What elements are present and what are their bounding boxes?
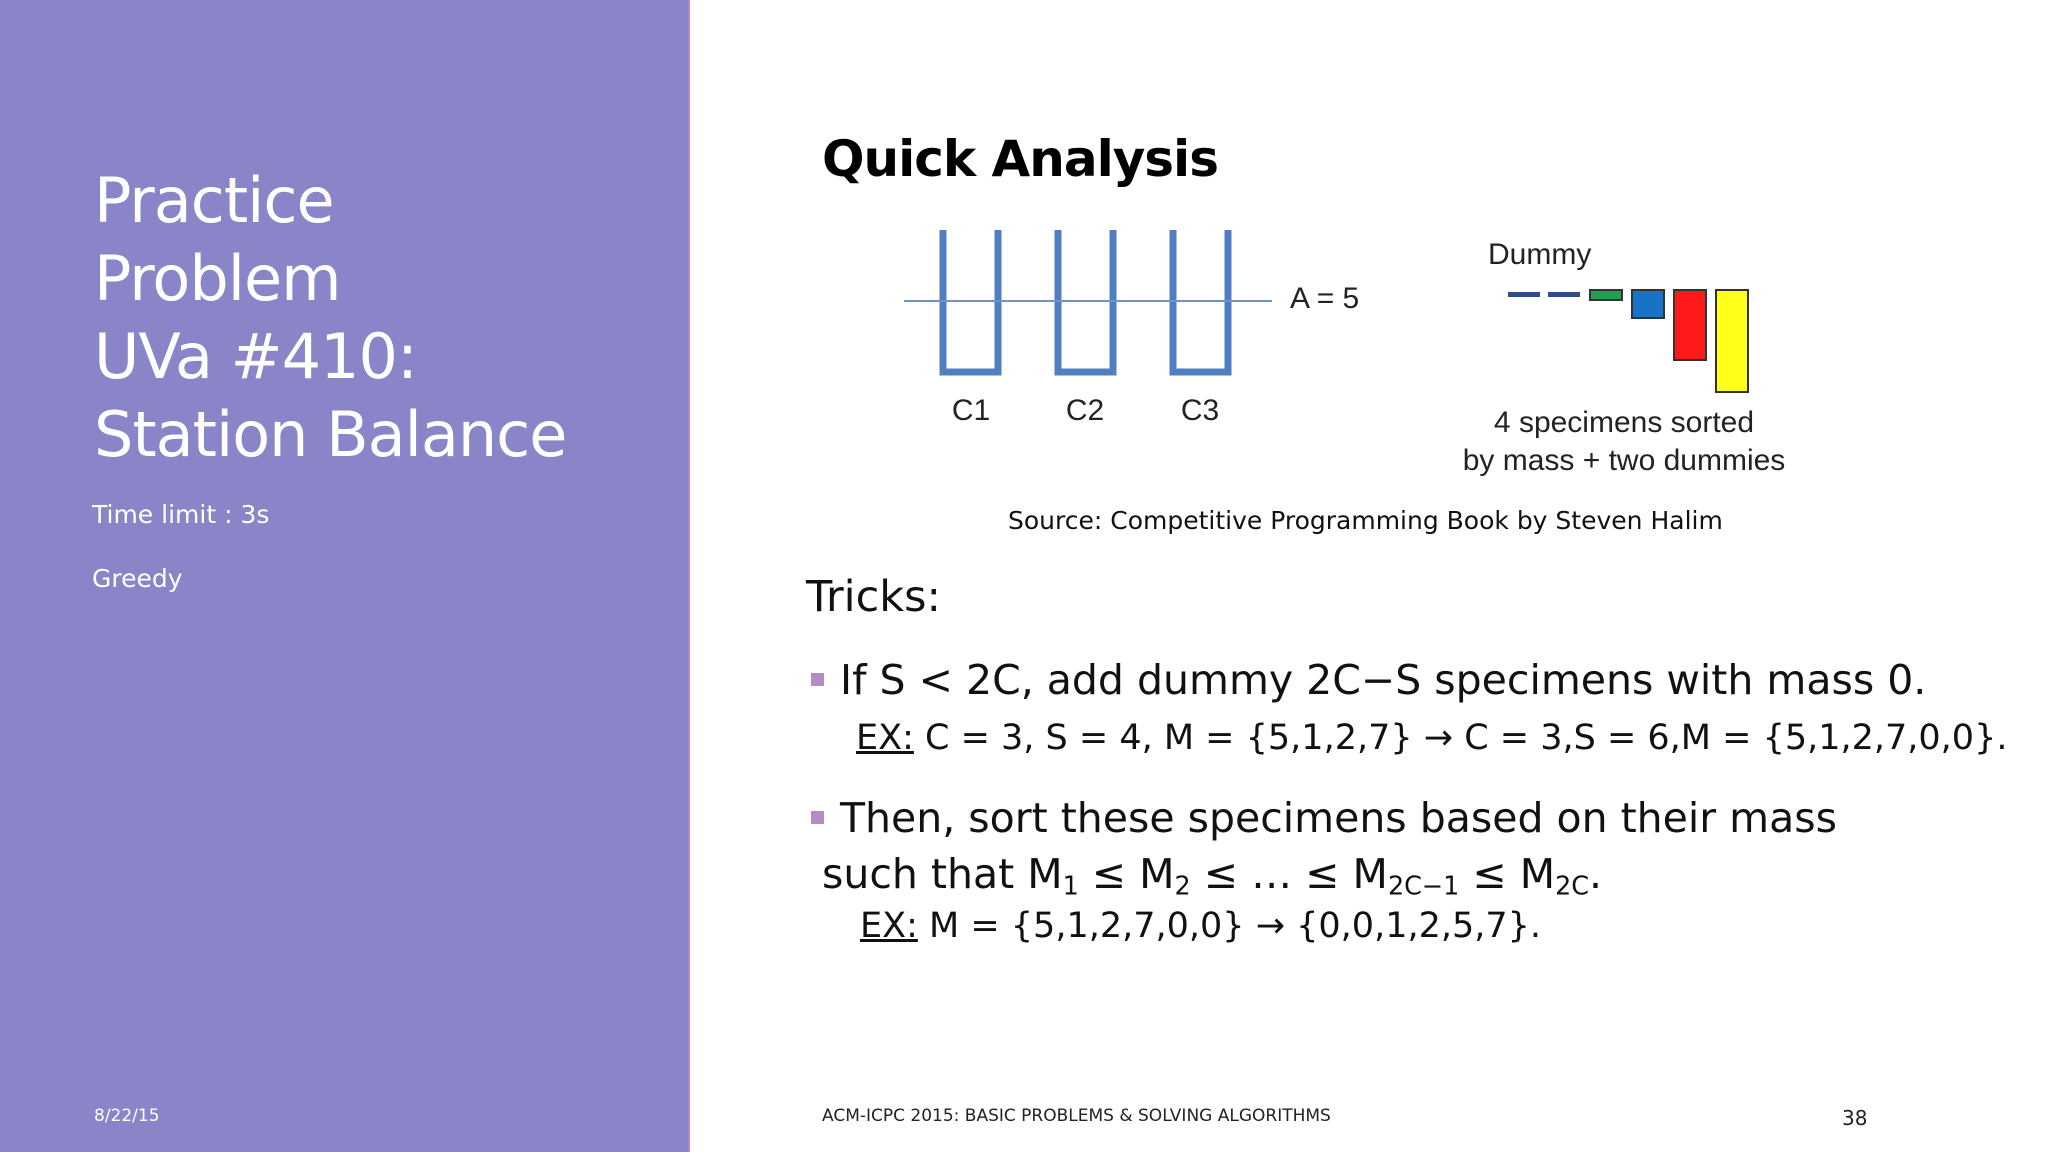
bullet-1-ex-label: EX:	[856, 718, 914, 758]
title-line-2: Problem	[94, 242, 341, 315]
slide-heading: Quick Analysis	[822, 130, 1218, 188]
specimen-block	[1674, 290, 1706, 360]
bullet-marker-1	[811, 673, 824, 686]
chamber-label-c1: C1	[951, 394, 991, 427]
bullet-1-example	[856, 718, 2007, 758]
tricks-label: Tricks:	[806, 572, 942, 622]
title-line-3: UVa #410:	[94, 320, 417, 393]
bullet-marker-2	[811, 811, 824, 824]
category-label: Greedy	[92, 564, 183, 593]
station-balance-diagram	[890, 210, 1890, 490]
title-panel	[0, 0, 688, 1152]
bullet-1-text: If S < 2C, add dummy 2C−S specimens with mass 0.	[840, 656, 1927, 704]
bullet-2-example	[860, 906, 1541, 946]
chambers-group	[904, 230, 1272, 372]
specimen-block	[1716, 290, 1748, 392]
panel-divider	[688, 0, 690, 1152]
page-number: 38	[1842, 1106, 1868, 1130]
time-limit: Time limit : 3s	[92, 500, 270, 529]
course-footer: ACM-ICPC 2015: BASIC PROBLEMS & SOLVING ALGORITHMS	[822, 1106, 1331, 1126]
source-citation: Source: Competitive Programming Book by Steven Halim	[1008, 506, 1723, 535]
bullet-2-ex-label: EX:	[860, 906, 918, 946]
bullet-2-line-2: such that $M_1 \le M_2$ ≤ … ≤ $M_{2C-1} \le M_{2C}$.	[822, 850, 1603, 901]
bullet-2-ex-text: M = {5,1,2,7,0,0} → {0,0,1,2,5,7}.	[917, 906, 1542, 946]
chamber-label-c2: C2	[1065, 394, 1105, 427]
title-line-1: Practice	[94, 164, 334, 237]
specimen-block	[1590, 290, 1622, 300]
specimen-block	[1632, 290, 1664, 318]
specimen-caption-line-2: by mass + two dummies	[1462, 444, 1786, 477]
bullet-1-ex-text: C = 3, S = 4, M = {5,1,2,7} → C = 3,S = 6,M = {5,1,2,7,0,0}.	[913, 718, 2008, 758]
a-value-label: A = 5	[1290, 282, 1360, 315]
bullet-2-line-1: Then, sort these specimens based on their mass	[840, 794, 1837, 842]
slide-date: 8/22/15	[94, 1106, 160, 1126]
chamber-label-c3: C3	[1180, 394, 1220, 427]
specimens-group	[1508, 290, 1748, 392]
title-line-4: Station Balance	[94, 398, 567, 471]
specimen-caption-line-1: 4 specimens sorted	[1493, 406, 1755, 439]
dummy-label: Dummy	[1488, 238, 1592, 271]
dummy-specimen	[1548, 292, 1580, 297]
dummy-specimen	[1508, 292, 1540, 297]
